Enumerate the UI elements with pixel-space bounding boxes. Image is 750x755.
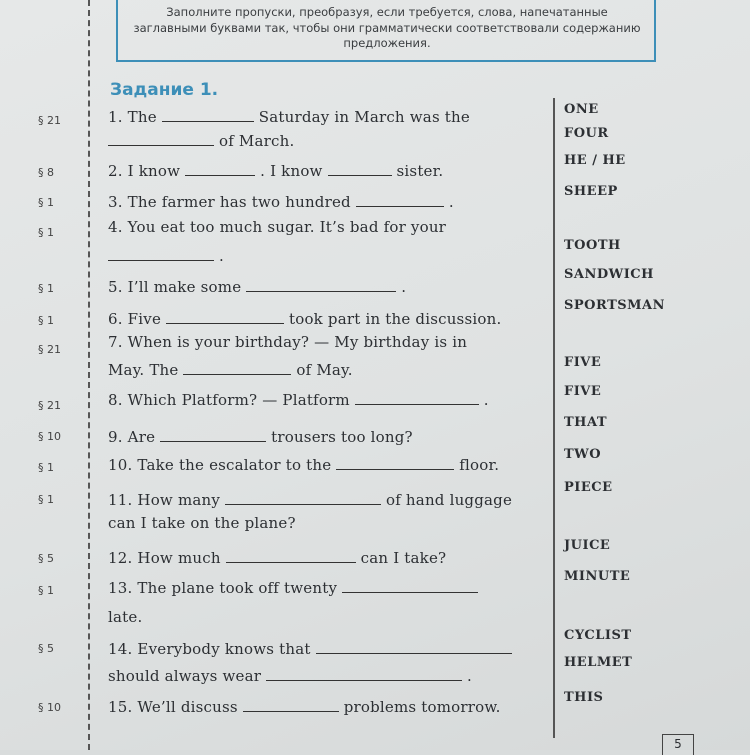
word-cue: TOOTH (564, 238, 621, 253)
sentence-5: 5. I’ll make some . (108, 278, 407, 296)
word-cue: HE / HE (564, 153, 626, 168)
paragraph-ref: § 1 (38, 226, 54, 239)
sentence-14: 14. Everybody knows that (108, 639, 512, 658)
answer-blank[interactable] (185, 161, 255, 176)
sentence-1-cont: of March. (108, 131, 294, 150)
answer-blank[interactable] (355, 390, 479, 405)
word-cue: FIVE (564, 355, 602, 370)
paragraph-ref: § 1 (38, 461, 54, 474)
dashed-margin-line (88, 0, 90, 750)
answer-blank[interactable] (243, 697, 339, 712)
paragraph-ref: § 1 (38, 196, 54, 209)
paragraph-ref: § 1 (38, 314, 54, 327)
sentence-9: 9. Are trousers too long? (108, 428, 413, 446)
word-cue: CYCLIST (564, 628, 632, 643)
instruction-text: Заполните пропуски, преобразуя, если требуется, слова, напечатанные заглавными буквами так, чтобы они грамматически соответствовали содержанию предложения. (133, 5, 641, 50)
word-cue: FIVE (564, 384, 602, 399)
sentence-10: 10. Take the escalator to the floor. (108, 456, 500, 474)
page-number: 5 (662, 734, 694, 755)
sentence-4-cont: . (108, 246, 224, 265)
paragraph-ref: § 10 (38, 701, 61, 714)
answer-blank[interactable] (266, 666, 462, 681)
word-cue: SANDWICH (564, 267, 654, 282)
sentence-13-cont: late. (108, 608, 143, 626)
word-cue: HELMET (564, 655, 633, 670)
sentence-11-cont: can I take on the plane? (108, 514, 296, 532)
sentence-13: 13. The plane took off twenty (108, 578, 478, 597)
word-column-divider (553, 98, 555, 738)
answer-blank[interactable] (328, 161, 392, 176)
paragraph-ref: § 8 (38, 166, 54, 179)
word-cue: MINUTE (564, 569, 631, 584)
answer-blank[interactable] (108, 246, 214, 261)
word-cue: THIS (564, 690, 604, 705)
paragraph-ref: § 21 (38, 399, 61, 412)
sentence-15: 15. We’ll discuss problems tomorrow. (108, 698, 501, 716)
paragraph-ref: § 1 (38, 584, 54, 597)
answer-blank[interactable] (336, 455, 454, 470)
answer-blank[interactable] (226, 548, 356, 563)
paragraph-ref: § 5 (38, 552, 54, 565)
instruction-box (116, 0, 656, 62)
sentence-7-cont: May. The of May. (108, 361, 353, 379)
sentence-4: 4. You eat too much sugar. It’s bad for your (108, 218, 447, 236)
paragraph-ref: § 21 (38, 343, 61, 356)
sentence-7: 7. When is your birthday? — My birthday is in (108, 333, 468, 351)
word-cue: SHEEP (564, 184, 618, 199)
paragraph-ref: § 1 (38, 493, 54, 506)
sentence-11: 11. How many of hand luggage (108, 491, 513, 509)
answer-blank[interactable] (183, 360, 291, 375)
sentence-3: 3. The farmer has two hundred . (108, 193, 454, 211)
sentence-12: 12. How much can I take? (108, 549, 447, 567)
word-cue: TWO (564, 447, 602, 462)
sentence-1: 1. The Saturday in March was the (108, 108, 470, 126)
answer-blank[interactable] (162, 107, 254, 122)
word-cue: ONE (564, 102, 599, 117)
answer-blank[interactable] (342, 578, 478, 593)
answer-blank[interactable] (160, 427, 266, 442)
sentence-2: 2. I know . I know sister. (108, 162, 444, 180)
paragraph-ref: § 10 (38, 430, 61, 443)
answer-blank[interactable] (108, 131, 214, 146)
word-cue: THAT (564, 415, 608, 430)
sentence-6: 6. Five took part in the discussion. (108, 310, 502, 328)
answer-blank[interactable] (225, 490, 381, 505)
word-cue: SPORTSMAN (564, 298, 665, 313)
sentence-14-cont: should always wear . (108, 667, 473, 685)
task-title: Задание 1. (110, 80, 219, 100)
sentence-8: 8. Which Platform? — Platform . (108, 391, 489, 409)
answer-blank[interactable] (246, 277, 396, 292)
paragraph-ref: § 1 (38, 282, 54, 295)
answer-blank[interactable] (356, 192, 444, 207)
word-cue: JUICE (564, 538, 611, 553)
paragraph-ref: § 5 (38, 642, 54, 655)
paragraph-ref: § 21 (38, 114, 61, 127)
word-cue: FOUR (564, 126, 609, 141)
answer-blank[interactable] (166, 309, 284, 324)
word-cue: PIECE (564, 480, 613, 495)
answer-blank[interactable] (316, 639, 512, 654)
